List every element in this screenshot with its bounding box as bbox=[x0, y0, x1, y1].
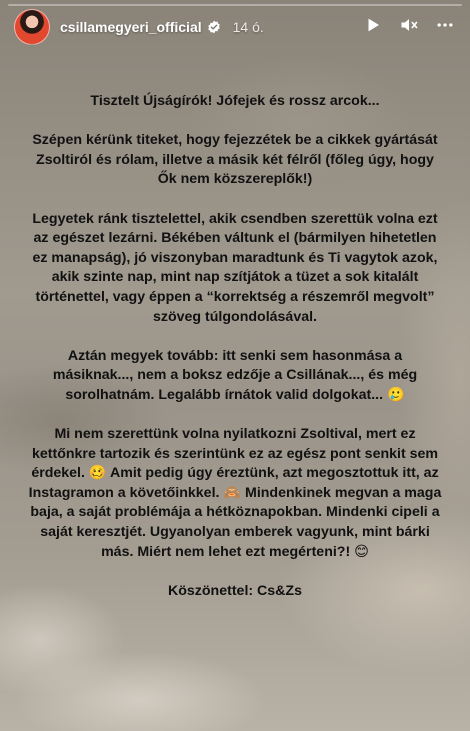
username[interactable]: csillamegyeri_official bbox=[60, 19, 202, 35]
signoff: Köszönettel: Cs&Zs bbox=[167, 582, 302, 599]
rumors-paragraph: Aztán megyek tovább: itt senki sem hasonmása a másiknak..., nem a boksz edzője a Csillának..., és még sorolhatnám. Legalább írnátok valid dolgokat... 🥲 bbox=[52, 347, 418, 403]
avatar[interactable] bbox=[14, 9, 50, 45]
story-header bbox=[14, 10, 456, 44]
speaker-muted-icon bbox=[399, 15, 419, 40]
mute-button[interactable] bbox=[398, 16, 420, 38]
statement-paragraph: Mi nem szerettünk volna nyilatkozni Zsoltival, mert ez kettőnkre tartozik és szerintünk ez az egész pont senkit sem érdekel. 🥴 Amit pedig úgy éreztünk, azt megosztottuk itt, az Instagramon a követőinkkel. 🙈 Mindenkinek megvan a maga baja, a saját problémája a hétköznapokban. Mindenki cipeli a saját keresztjét. Ugyanolyan emberek vagyunk, mint bárki más. Miért nem lehet ezt megérteni?! 😊 bbox=[28, 426, 442, 560]
story-text bbox=[28, 92, 442, 621]
play-icon bbox=[364, 16, 382, 39]
respect-paragraph: Legyetek ránk tisztelettel, akik csendben szerettük volna ezt az egészet lezárni. Békében váltunk el (bármilyen hihetetlen ez manapság), jó viszonyban maradtunk és Ti vagytok azok, akik szinte nap, mint nap szítjátok a tüzet a sok kitalált történettel, vagy éppen a “korrektség a részemről megvolt” szöveg túlgondolásával. bbox=[32, 210, 438, 325]
more-dots-icon bbox=[435, 15, 455, 40]
story-progress-bar bbox=[8, 4, 462, 6]
request-paragraph: Szépen kérünk titeket, hogy fejezzétek be a cikkek gyártását Zsoltiról és rólam, illetve a másik két félről (főleg úgy, hogy Ők nem közszereplők!) bbox=[32, 132, 438, 188]
greeting-paragraph: Tisztelt Újságírók! Jófejek és rossz arcok... bbox=[90, 93, 380, 109]
verified-badge-icon bbox=[207, 20, 221, 34]
more-options-button[interactable] bbox=[434, 16, 456, 38]
post-time: 14 ó. bbox=[232, 19, 264, 35]
play-button[interactable] bbox=[362, 16, 384, 38]
